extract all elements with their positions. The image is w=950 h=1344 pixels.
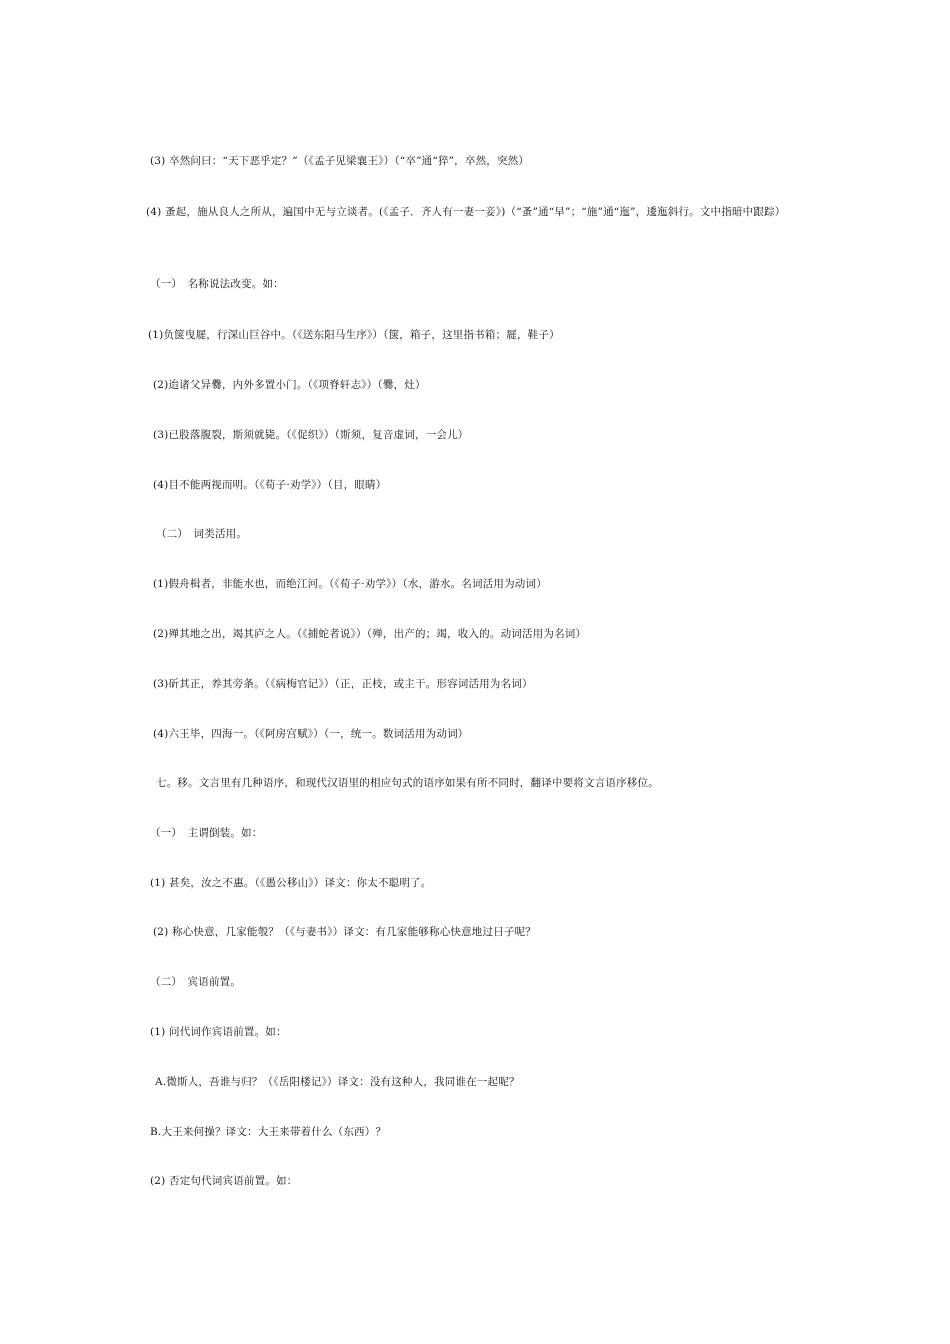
heading-object-fronting: （二） 宾语前置。 — [150, 976, 242, 988]
paragraph-tongjiazi-4: (4) 蚤起，施从良人之所从，遍国中无与立谈者。(《孟子．齐人有一妻一妾》)（“蚤”通“早”；“施”通“迤”，逶迤斜行。文中指暗中跟踪） — [146, 206, 786, 218]
paragraph-subject-predicate-2: (2) 称心快意，几家能彀？（《与妻书》）译文：有几家能够称心快意地过日子呢？ — [153, 926, 537, 938]
paragraph-word-class-1: (1)假舟楫者，非能水也，而绝江河。（《荀子·劝学》）（水，游水。名词活用为动词） — [153, 578, 547, 590]
paragraph-subject-predicate-1: (1) 甚矣，汝之不惠。（《愚公移山》）译文：你太不聪明了。 — [150, 877, 432, 889]
paragraph-object-fronting-2: (2) 否定句代词宾语前置。如： — [150, 1175, 298, 1187]
heading-word-class: （二） 词类活用。 — [156, 528, 248, 540]
heading-subject-predicate: （一） 主谓倒装。如： — [150, 827, 263, 839]
paragraph-tongjiazi-3: (3) 卒然问曰：“天下恶乎定？”（《孟子见梁襄王》）（“卒”通“猝”，卒然，突然） — [150, 155, 530, 167]
heading-section-seven: 七。移。文言里有几种语序，和现代汉语里的相应句式的语序如果有所不同时，翻译中要将文言语序移位。 — [156, 777, 659, 789]
paragraph-name-change-1: (1)负箧曳屣，行深山巨谷中。（《送东阳马生序》）（箧，箱子，这里指书箱；屣，鞋子） — [148, 329, 560, 341]
paragraph-word-class-4: (4)六王毕，四海一。（《阿房宫赋》）（一，统一。数词活用为动词） — [153, 728, 469, 740]
paragraph-example-b: B.大王来何操？译文：大王来带着什么（东西）？ — [150, 1126, 387, 1138]
paragraph-word-class-3: (3)斫其正，养其旁条。（《病梅官记》）（正，正枝，或主干。形容词活用为名词） — [153, 678, 533, 690]
paragraph-name-change-3: (3)已股落腹裂，斯须就毙。（《促织》）（斯须，复音虚词，一会儿） — [153, 429, 469, 441]
paragraph-word-class-2: (2)殚其地之出，竭其庐之人。（《捕蛇者说》）（殚，出产的；竭，收入的。动词活用为名词） — [153, 628, 587, 640]
paragraph-example-a: A.微斯人，吾谁与归？（《岳阳楼记》）译文：没有这种人，我同谁在一起呢？ — [155, 1076, 520, 1088]
paragraph-name-change-2: (2)迨诸父异爨，内外多置小门。（《项脊轩志》）（爨，灶） — [153, 379, 426, 391]
paragraph-name-change-4: (4)目不能两视而明。（《荀子·劝学》）（目，眼睛） — [153, 479, 387, 491]
paragraph-object-fronting-1: (1) 问代词作宾语前置。如： — [150, 1026, 287, 1038]
heading-name-change: （一） 名称说法改变。如： — [150, 278, 284, 290]
